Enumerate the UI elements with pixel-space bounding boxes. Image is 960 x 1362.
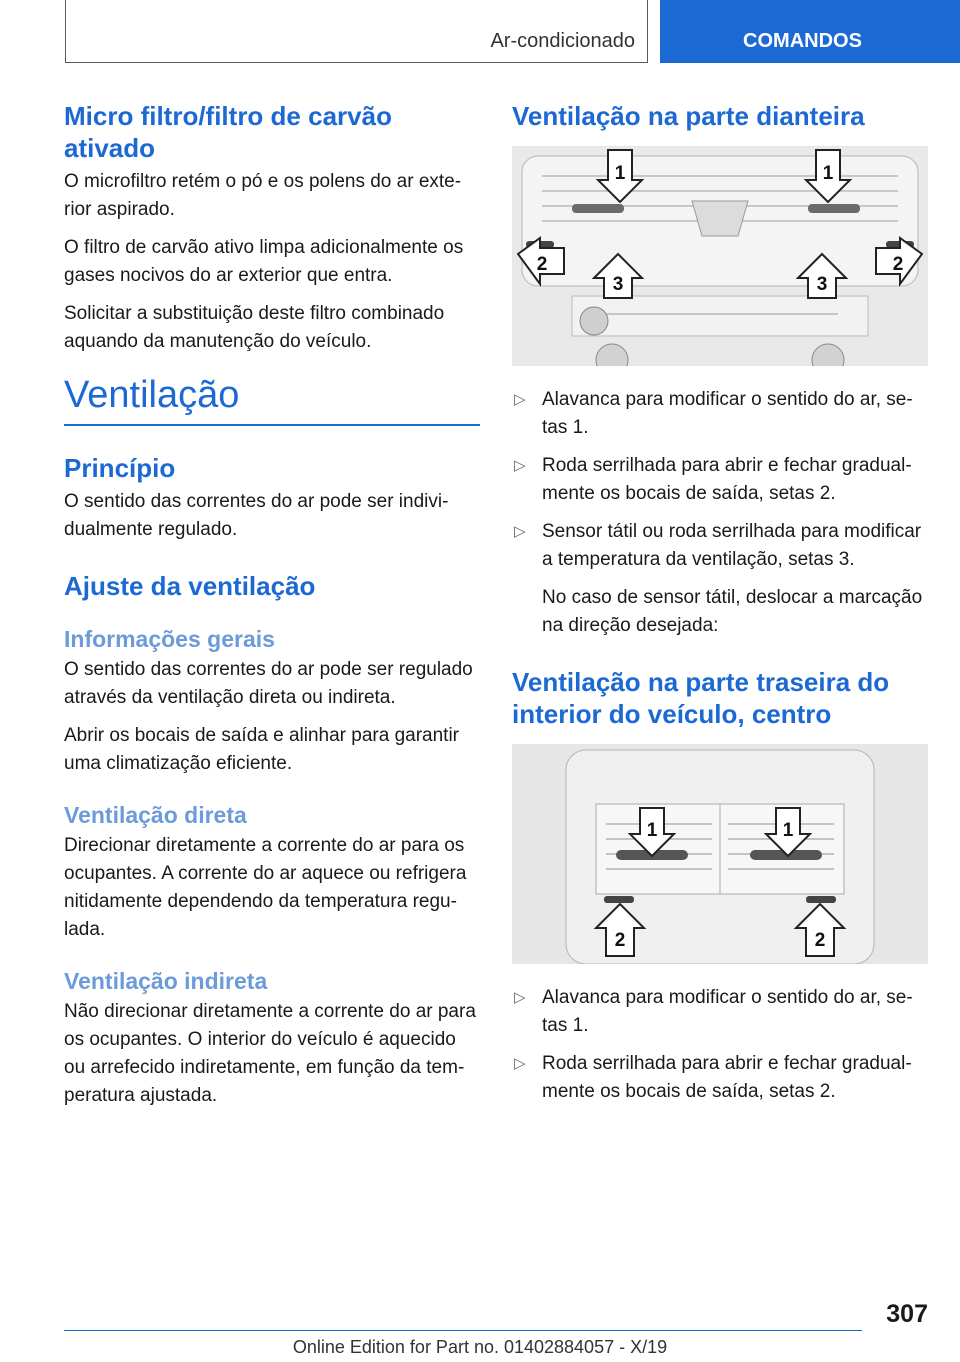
rear-label-1a: 1 <box>646 820 658 841</box>
front-label-2b: 2 <box>892 254 904 275</box>
rear-heading: Ventilação na parte traseira do interior do veículo, centro <box>512 667 890 729</box>
bullet-icon: ▷ <box>514 523 526 540</box>
front-label-2a: 2 <box>536 254 548 275</box>
direct-heading: Ventilação direta <box>64 802 247 828</box>
list-item: ▷ Roda serrilhada para abrir e fechar gradual‐mente os bocais de saída, setas 2. <box>512 452 928 508</box>
front-vents-illustration <box>512 146 928 366</box>
list-item: ▷ Sensor tátil ou roda serrilhada para modificar a temperatura da ventilação, setas 3. <box>512 518 928 574</box>
chapter-tab[interactable] <box>660 0 960 63</box>
rear-label-1b: 1 <box>782 820 794 841</box>
list-item: ▷ Alavanca para modificar o sentido do ar, se‐tas 1. <box>512 386 928 442</box>
rear-items-list <box>512 984 928 1106</box>
front-label-3a: 3 <box>612 274 624 295</box>
ventilation-title: Ventilação <box>64 372 480 426</box>
indirect-heading: Ventilação indireta <box>64 968 268 994</box>
right-column <box>512 100 928 1116</box>
footer-divider <box>64 1330 862 1331</box>
front-items-list <box>512 386 928 574</box>
adjust-heading: Ajuste da ventilação <box>64 571 316 601</box>
left-column <box>64 100 480 1120</box>
indirect-paragraph: Não direcionar diretamente a corrente do ar para os ocupantes. O interior do veículo é aquecido ou arrefecido indiretamente, em função da tem‐peratura ajustada. <box>64 1001 476 1106</box>
footer-edition: Online Edition for Part no. 01402884057 - X/19 <box>292 1337 668 1357</box>
rear-label-2b: 2 <box>814 930 826 951</box>
bullet-icon: ▷ <box>514 989 526 1006</box>
front-heading: Ventilação na parte dianteira <box>512 101 865 131</box>
front-label-1b: 1 <box>822 163 834 184</box>
filter-paragraph-1: O microfiltro retém o pó e os polens do ar exte‐rior aspirado. <box>64 171 462 220</box>
rear-label-2a: 2 <box>614 930 626 951</box>
front-label-1a: 1 <box>614 163 626 184</box>
front-note: No caso de sensor tátil, deslocar a marcação na direção desejada: <box>542 587 923 636</box>
principle-heading: Princípio <box>64 453 176 483</box>
general-paragraph-2: Abrir os bocais de saída e alinhar para garantir uma climatização eficiente. <box>64 725 460 774</box>
bullet-icon: ▷ <box>514 1055 526 1072</box>
general-heading: Informações gerais <box>64 626 275 652</box>
general-paragraph-1: O sentido das correntes do ar pode ser regulado através da ventilação direta ou indireta. <box>64 659 473 708</box>
page-number: 307 <box>886 1300 928 1328</box>
rear-vents-illustration <box>512 744 928 964</box>
bullet-icon: ▷ <box>514 457 526 474</box>
front-label-3b: 3 <box>816 274 828 295</box>
principle-paragraph: O sentido das correntes do ar pode ser indivi‐dualmente regulado. <box>64 491 449 540</box>
direct-paragraph: Direcionar diretamente a corrente do ar para os ocupantes. A corrente do ar aquece ou refrigera nitidamente dependendo da temperatura regu‐lada. <box>64 835 467 940</box>
filter-heading: Micro filtro/filtro de carvão ativado <box>64 101 392 163</box>
filter-paragraph-2: O filtro de carvão ativo limpa adicionalmente os gases nocivos do ar exterior que entra. <box>64 237 464 286</box>
header-section-box <box>65 0 648 63</box>
list-item: ▷ Alavanca para modificar o sentido do ar, se‐tas 1. <box>512 984 928 1040</box>
filter-paragraph-3: Solicitar a substituição deste filtro combinado aquando da manutenção do veículo. <box>64 303 445 352</box>
list-item: ▷ Roda serrilhada para abrir e fechar gradual‐mente os bocais de saída, setas 2. <box>512 1050 928 1106</box>
section-title: Ar-condicionado <box>490 30 635 52</box>
bullet-icon: ▷ <box>514 391 526 408</box>
chapter-tab-label: COMANDOS <box>743 30 862 52</box>
